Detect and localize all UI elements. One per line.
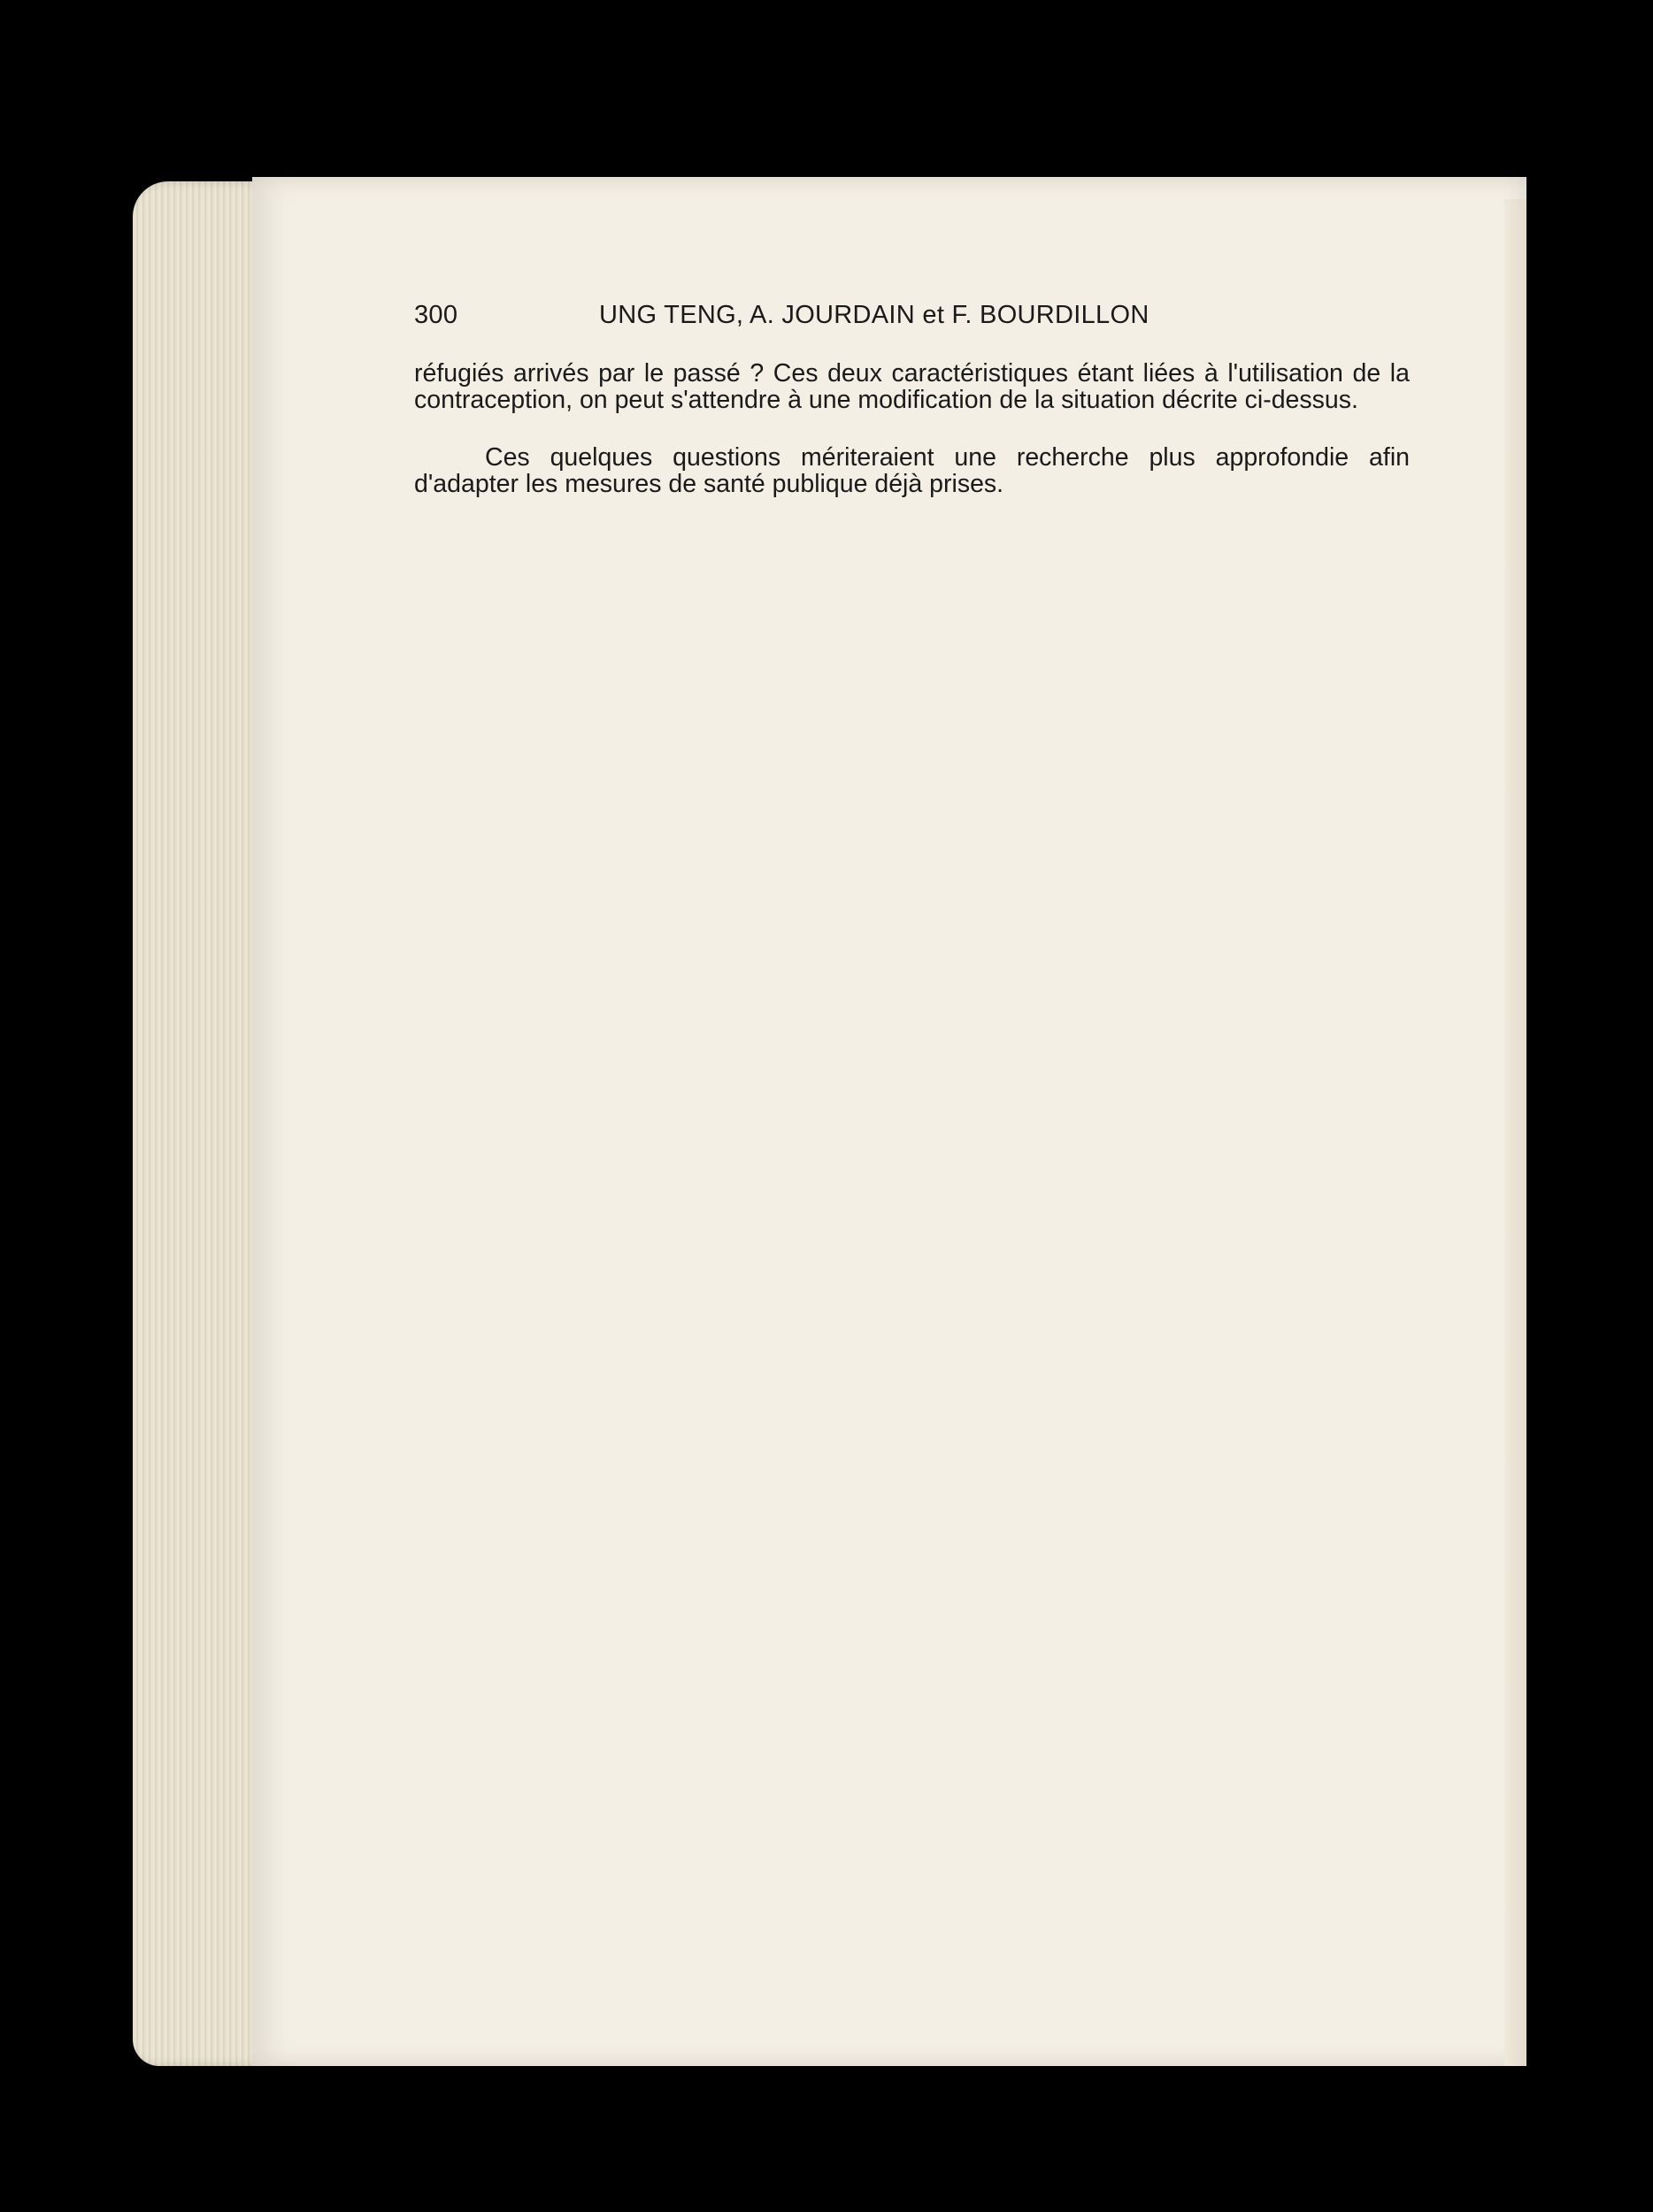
paragraph: Ces quelques questions mériteraient une recherche plus approfondie afin d'adapter les mesures de santé publique déjà prises.: [414, 443, 1410, 498]
page-right-edge: [1504, 199, 1526, 2066]
running-head-authors: UNG TENG, A. JOURDAIN et F. BOURDILLON: [599, 301, 1149, 329]
page-number: 300: [414, 301, 458, 329]
body-text: [414, 361, 1410, 497]
page-edges: [133, 181, 265, 2066]
running-head: [414, 301, 1410, 338]
paragraph: réfugiés arrivés par le passé ? Ces deux caractéristiques étant liées à l'utilisation de la contraception, on peut s'attendre à une modification de la situation décrite ci-dessus.: [414, 359, 1410, 414]
